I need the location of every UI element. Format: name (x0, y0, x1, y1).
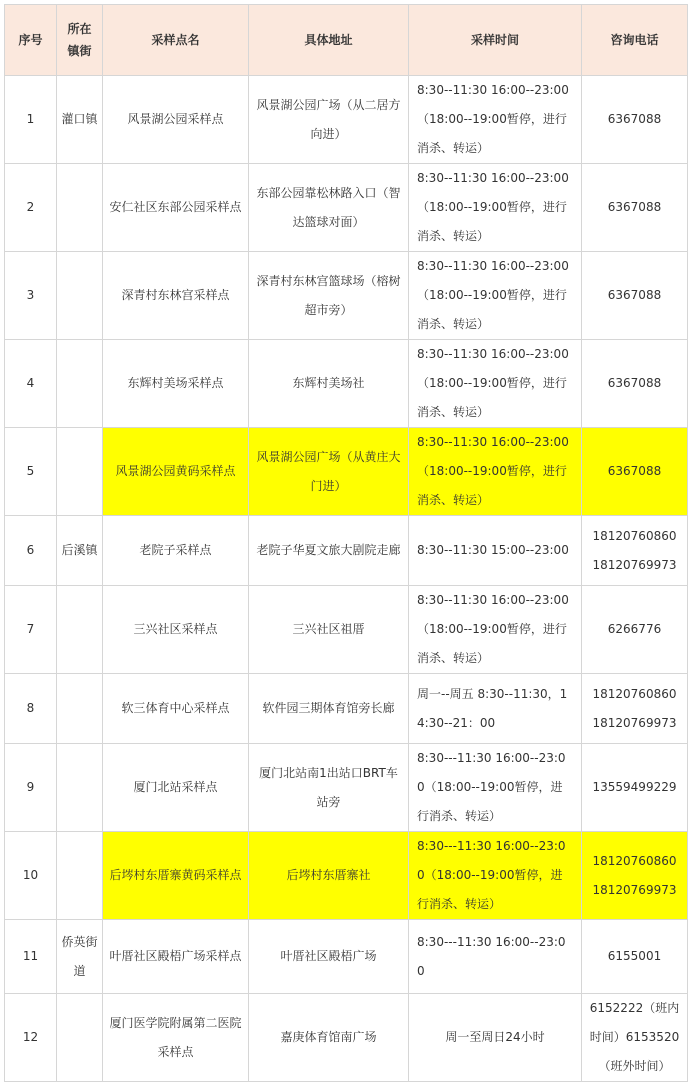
cell-town (57, 674, 103, 744)
cell-address: 风景湖公园广场（从二居方向进） (249, 76, 409, 164)
table-row-highlighted (5, 832, 688, 920)
cell-address: 东辉村美场社 (249, 340, 409, 428)
cell-no: 8 (5, 674, 57, 744)
cell-address: 软件园三期体育馆旁长廊 (249, 674, 409, 744)
header-no: 序号 (5, 5, 57, 76)
cell-address: 老院子华夏文旅大剧院走廊 (249, 516, 409, 586)
cell-no: 9 (5, 744, 57, 832)
cell-town (57, 252, 103, 340)
cell-name: 叶厝社区殿梧广场采样点 (103, 920, 249, 994)
table-header-row (5, 5, 688, 76)
cell-time: 8:30--11:30 16:00--23:00（18:00--19:00暂停，进行消杀、转运） (409, 340, 582, 428)
table-row (5, 744, 688, 832)
cell-town (57, 340, 103, 428)
table-row (5, 340, 688, 428)
cell-phone: 6152222（班内时间）6153520（班外时间） (582, 994, 688, 1082)
cell-address: 深青村东林宫篮球场（榕树超市旁） (249, 252, 409, 340)
cell-no: 2 (5, 164, 57, 252)
header-name: 采样点名 (103, 5, 249, 76)
cell-no: 12 (5, 994, 57, 1082)
cell-name: 老院子采样点 (103, 516, 249, 586)
cell-time: 周一--周五 8:30--11:30，14:30--21：00 (409, 674, 582, 744)
cell-name: 软三体育中心采样点 (103, 674, 249, 744)
cell-time: 8:30--11:30 16:00--23:00（18:00--19:00暂停，进行消杀、转运） (409, 428, 582, 516)
cell-phone: 13559499229 (582, 744, 688, 832)
cell-no: 1 (5, 76, 57, 164)
header-phone: 咨询电话 (582, 5, 688, 76)
cell-time: 周一至周日24小时 (409, 994, 582, 1082)
table-row (5, 920, 688, 994)
cell-phone: 6266776 (582, 586, 688, 674)
cell-time: 8:30---11:30 16:00--23:00 (409, 920, 582, 994)
cell-name: 风景湖公园黄码采样点 (103, 428, 249, 516)
cell-time: 8:30---11:30 16:00--23:00（18:00--19:00暂停，进行消杀、转运） (409, 744, 582, 832)
header-address: 具体地址 (249, 5, 409, 76)
cell-no: 11 (5, 920, 57, 994)
cell-name: 后埁村东厝寨黄码采样点 (103, 832, 249, 920)
cell-phone: 18120760860 18120769973 (582, 832, 688, 920)
cell-address: 嘉庚体育馆南广场 (249, 994, 409, 1082)
table-row (5, 516, 688, 586)
cell-town: 侨英街道 (57, 920, 103, 994)
cell-name: 安仁社区东部公园采样点 (103, 164, 249, 252)
cell-no: 3 (5, 252, 57, 340)
cell-time: 8:30--11:30 16:00--23:00（18:00--19:00暂停，进行消杀、转运） (409, 586, 582, 674)
table-row (5, 164, 688, 252)
cell-no: 4 (5, 340, 57, 428)
sampling-sites-table (4, 4, 688, 1082)
cell-town (57, 832, 103, 920)
cell-phone: 6367088 (582, 252, 688, 340)
cell-town (57, 744, 103, 832)
cell-town (57, 586, 103, 674)
cell-address: 三兴社区祖厝 (249, 586, 409, 674)
cell-no: 10 (5, 832, 57, 920)
cell-town (57, 428, 103, 516)
cell-no: 5 (5, 428, 57, 516)
cell-town (57, 164, 103, 252)
cell-town: 灌口镇 (57, 76, 103, 164)
cell-phone: 18120760860 18120769973 (582, 516, 688, 586)
cell-town (57, 994, 103, 1082)
header-town: 所在镇街 (57, 5, 103, 76)
cell-name: 厦门医学院附属第二医院采样点 (103, 994, 249, 1082)
cell-address: 后埁村东厝寨社 (249, 832, 409, 920)
cell-name: 东辉村美场采样点 (103, 340, 249, 428)
cell-phone: 6367088 (582, 340, 688, 428)
cell-time: 8:30--11:30 16:00--23:00（18:00--19:00暂停，进行消杀、转运） (409, 164, 582, 252)
cell-no: 6 (5, 516, 57, 586)
cell-address: 东部公园靠松林路入口（智达篮球对面） (249, 164, 409, 252)
cell-address: 风景湖公园广场（从黄庄大门进） (249, 428, 409, 516)
cell-name: 厦门北站采样点 (103, 744, 249, 832)
cell-phone: 6367088 (582, 164, 688, 252)
table-row (5, 252, 688, 340)
cell-name: 风景湖公园采样点 (103, 76, 249, 164)
cell-phone: 18120760860 18120769973 (582, 674, 688, 744)
cell-phone: 6155001 (582, 920, 688, 994)
cell-time: 8:30--11:30 16:00--23:00（18:00--19:00暂停，进行消杀、转运） (409, 76, 582, 164)
cell-phone: 6367088 (582, 428, 688, 516)
table-row (5, 76, 688, 164)
cell-address: 叶厝社区殿梧广场 (249, 920, 409, 994)
cell-no: 7 (5, 586, 57, 674)
cell-time: 8:30--11:30 16:00--23:00（18:00--19:00暂停，进行消杀、转运） (409, 252, 582, 340)
cell-time: 8:30---11:30 16:00--23:00（18:00--19:00暂停，进行消杀、转运） (409, 832, 582, 920)
cell-address: 厦门北站南1出站口BRT车站旁 (249, 744, 409, 832)
table-row (5, 674, 688, 744)
table-row-highlighted (5, 428, 688, 516)
table-row (5, 586, 688, 674)
table-row (5, 994, 688, 1082)
cell-phone: 6367088 (582, 76, 688, 164)
header-time: 采样时间 (409, 5, 582, 76)
cell-time: 8:30--11:30 15:00--23:00 (409, 516, 582, 586)
cell-name: 深青村东林宫采样点 (103, 252, 249, 340)
cell-name: 三兴社区采样点 (103, 586, 249, 674)
cell-town: 后溪镇 (57, 516, 103, 586)
